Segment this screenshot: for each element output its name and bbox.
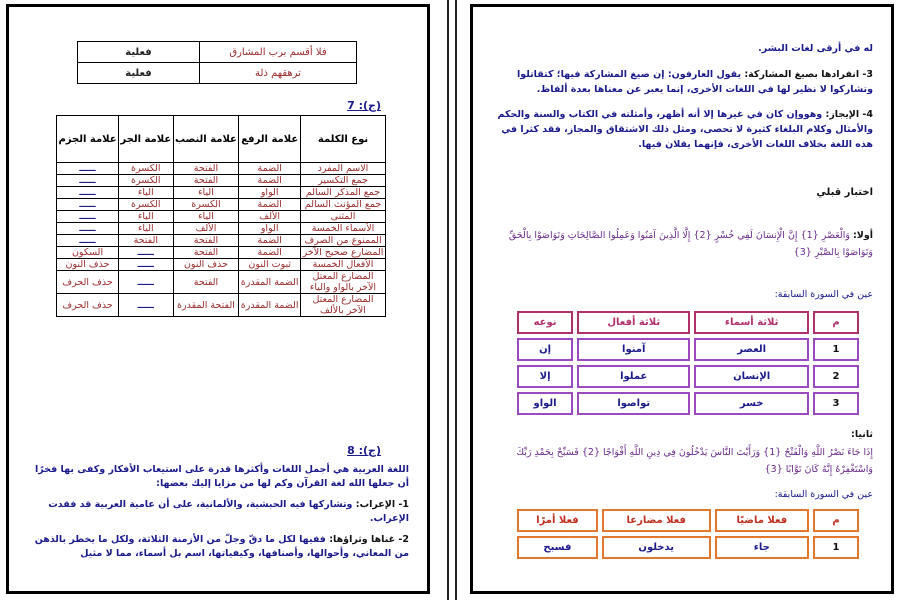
word-type-cell: جمع المؤنث السالم — [301, 199, 386, 211]
jazm-mark-cell: ـــــ — [57, 163, 119, 175]
first-verse-paragraph — [491, 227, 873, 261]
table-row — [57, 271, 386, 294]
word-type-cell: المضارع صحيح الآخر — [301, 247, 386, 259]
word-type-cell: المثنى — [301, 211, 386, 223]
table-row — [57, 175, 386, 187]
phrase-cell: ترهقهم ذلة — [200, 63, 357, 84]
point-1-text: وتشاركها فيه الحبشية، والألمانية، على أن عامية العربية قد فقدت الإعراب. — [48, 499, 409, 524]
raf-mark-cell: الضمة — [239, 163, 301, 175]
header-cell: م — [813, 509, 859, 532]
word-type-cell: الأفعال الخمسة — [301, 259, 386, 271]
jazm-mark-cell: السكون — [57, 247, 119, 259]
right-page — [470, 4, 894, 594]
row-number: 2 — [813, 365, 859, 388]
jarr-mark-cell: الكسرة — [119, 163, 174, 175]
present-verb-cell: يدخلون — [602, 536, 711, 559]
row-number: 3 — [813, 392, 859, 415]
header-cell: علامة النصب — [173, 116, 239, 163]
table-row — [57, 223, 386, 235]
case-marks-body — [57, 163, 386, 317]
table-row — [78, 42, 357, 63]
table-row — [57, 259, 386, 271]
jarr-mark-cell: الياء — [119, 187, 174, 199]
noun-cell: العصر — [694, 338, 809, 361]
nasb-mark-cell: الفتحة — [173, 247, 239, 259]
surah-asr-table — [513, 307, 863, 419]
jarr-mark-cell: الياء — [119, 223, 174, 235]
header-cell: ثلاثة أفعال — [577, 311, 690, 334]
question-7-heading: (ج): 7 — [347, 99, 381, 112]
verb-cell: عملوا — [577, 365, 690, 388]
point-2-title: 2- غناها وثراؤها: — [329, 534, 409, 545]
point-2-paragraph — [23, 533, 409, 561]
jazm-mark-cell: حذف الحرف — [57, 294, 119, 317]
table-row — [57, 235, 386, 247]
noun-cell: خسر — [694, 392, 809, 415]
second-verse: إِذَا جَاءَ نَصْرُ اللَّهِ وَالْفَتْحُ {1} وَرَأَيْتَ النَّاسَ يَدْخُلُونَ فِي دِينِ اللَّهِ أَفْوَاجًا {2} فَسَبِّحْ بِحَمْدِ رَبِّكَ وَاسْتَغْفِرْهُ إِنَّهُ كَانَ تَوَّابًا {3} — [516, 447, 873, 475]
word-type-cell: جمع المذكر السالم — [301, 187, 386, 199]
intro-paragraph: اللغة العربية هي أجمل اللغات وأكثرها قدرة على استيعاب الأفكار وكفى بها فخرًا أن جعلها الله لغة القرآن وكم لها من مزايا إليك بعضها: — [35, 464, 409, 489]
table-row — [57, 187, 386, 199]
point-3-paragraph — [491, 67, 873, 97]
table-row — [517, 338, 859, 361]
word-type-cell: جمع التكسير — [301, 175, 386, 187]
point-1-title: 1- الإعراب: — [355, 499, 409, 510]
nasb-mark-cell: الألف — [173, 223, 239, 235]
particle-cell: إن — [517, 338, 573, 361]
noun-cell: الإنسان — [694, 365, 809, 388]
jarr-mark-cell: الكسرة — [119, 175, 174, 187]
page-divider — [447, 0, 449, 600]
nasb-mark-cell: الكسرة — [173, 199, 239, 211]
table-row — [78, 63, 357, 84]
row-number: 1 — [813, 536, 859, 559]
particle-cell: إلا — [517, 365, 573, 388]
table-row — [57, 247, 386, 259]
pretest-title: اختبار قبلي — [816, 187, 873, 198]
jarr-mark-cell: ـــــ — [119, 247, 174, 259]
kind-cell: فعلية — [78, 63, 200, 84]
header-cell: علامة الرفع — [239, 116, 301, 163]
raf-mark-cell: الضمة — [239, 175, 301, 187]
jazm-mark-cell: ـــــ — [57, 211, 119, 223]
point-4-title: 4- الإيجاز: — [825, 109, 873, 120]
nasb-mark-cell: حذف النون — [173, 259, 239, 271]
point-4-text: وهووإن كان في غيرها إلا أنه أظهر، وأمثلته في الكتاب والسنة والحكم والأمثال وكلام البلغاء كثيرة لا تحصى، ومثل ذلك الاشتقاق والمجاز، فقد كثرا في هذه اللغة بخلاف اللغات الأخرى، فإنهما يقلان فيها. — [497, 109, 873, 150]
first-task: عين في السورة السابقة: — [774, 289, 873, 300]
nasb-mark-cell: الياء — [173, 187, 239, 199]
raf-mark-cell: الضمة المقدرة — [239, 294, 301, 317]
header-cell: علامة الجزم — [57, 116, 119, 163]
jarr-mark-cell: ـــــ — [119, 259, 174, 271]
raf-mark-cell: الضمة — [239, 235, 301, 247]
nasb-mark-cell: الفتحة — [173, 271, 239, 294]
table-header-row — [517, 311, 859, 334]
header-cell: نوعه — [517, 311, 573, 334]
table-header-row — [517, 509, 859, 532]
jarr-mark-cell: ـــــ — [119, 294, 174, 317]
past-verb-cell: جاء — [715, 536, 809, 559]
point-2-text: ففيها لكل ما دقّ وجلّ من الأزمنة الثلاثة، ولكل ما يخطر بالذهن من المعاني، وأحوالها، وأصنافها، وكيفياتها، اسم بل أسماء، مما لا مثيل — [34, 534, 409, 559]
nasb-mark-cell: الفتحة — [173, 175, 239, 187]
nasb-mark-cell: الفتحة — [173, 163, 239, 175]
phrase-cell: فلا أقسم برب المشارق — [200, 42, 357, 63]
jarr-mark-cell: الكسرة — [119, 199, 174, 211]
verb-cell: تواصوا — [577, 392, 690, 415]
table-row — [57, 211, 386, 223]
particle-cell: الواو — [517, 392, 573, 415]
raf-mark-cell: الواو — [239, 187, 301, 199]
jazm-mark-cell: ـــــ — [57, 235, 119, 247]
second-task: عين في السورة السابقة: — [774, 489, 873, 500]
header-cell: فعلا مضارعا — [602, 509, 711, 532]
jazm-mark-cell: ـــــ — [57, 187, 119, 199]
verbs-table — [77, 41, 357, 84]
table-row — [57, 199, 386, 211]
point-3-title: 3- انفرادها بصيغ المشاركة: — [744, 69, 873, 80]
raf-mark-cell: الواو — [239, 223, 301, 235]
surah-nasr-table — [513, 505, 863, 563]
page-divider — [455, 0, 457, 600]
nasb-mark-cell: الفتحة — [173, 235, 239, 247]
jazm-mark-cell: حذف الحرف — [57, 271, 119, 294]
jazm-mark-cell: ـــــ — [57, 199, 119, 211]
nasb-mark-cell: الفتحة المقدرة — [173, 294, 239, 317]
raf-mark-cell: الألف — [239, 211, 301, 223]
raf-mark-cell: الضمة المقدرة — [239, 271, 301, 294]
word-type-cell: الاسم المفرد — [301, 163, 386, 175]
point-3-text: يقول العارفون: إن صيغ المشاركة فيها؛ كتقاتلوا وتشاركوا لا نظير لها في اللغات الأخرى، إنما يعبر عن معناها بعدة ألفاظ. — [517, 69, 873, 95]
jarr-mark-cell: الياء — [119, 211, 174, 223]
header-cell: م — [813, 311, 859, 334]
jarr-mark-cell: الفتحة — [119, 235, 174, 247]
second-label: ثانيا: — [851, 429, 873, 440]
jazm-mark-cell: حذف النون — [57, 259, 119, 271]
continuation-line: له في أرقى لغات البشر. — [758, 43, 873, 54]
nasb-mark-cell: الياء — [173, 211, 239, 223]
point-4-paragraph — [491, 107, 873, 152]
header-cell: نوع الكلمة — [301, 116, 386, 163]
jarr-mark-cell: ـــــ — [119, 271, 174, 294]
table-row — [517, 536, 859, 559]
header-cell: علامة الجر — [119, 116, 174, 163]
header-cell: فعلا أمرًا — [517, 509, 598, 532]
kind-cell: فعلية — [78, 42, 200, 63]
jazm-mark-cell: ـــــ — [57, 223, 119, 235]
table-row — [57, 163, 386, 175]
verb-cell: آمنوا — [577, 338, 690, 361]
imperative-verb-cell: فسبح — [517, 536, 598, 559]
question-8-heading: (ج): 8 — [347, 444, 381, 457]
point-1-paragraph — [23, 498, 409, 526]
row-number: 1 — [813, 338, 859, 361]
word-type-cell: المضارع المعتل الآخر بالألف — [301, 294, 386, 317]
jazm-mark-cell: ـــــ — [57, 175, 119, 187]
raf-mark-cell: الضمة — [239, 199, 301, 211]
word-type-cell: الممنوع من الصرف — [301, 235, 386, 247]
first-label: أولا: — [852, 230, 873, 241]
table-row — [517, 392, 859, 415]
left-page — [6, 4, 430, 594]
table-row — [517, 365, 859, 388]
header-cell: ثلاثة أسماء — [694, 311, 809, 334]
word-type-cell: المضارع المعتل الآخر بالواو والياء — [301, 271, 386, 294]
raf-mark-cell: ثبوت النون — [239, 259, 301, 271]
header-cell: فعلا ماضيًا — [715, 509, 809, 532]
first-verse: وَالْعَصْرِ {1} إِنَّ الْإِنسَانَ لَفِي خُسْرٍ {2} إِلَّا الَّذِينَ آمَنُوا وَعَمِلُوا الصَّالِحَاتِ وَتَوَاصَوْا بِالْحَقِّ وَتَوَاصَوْا بِالصَّبْرِ {3} — [508, 230, 873, 258]
case-marks-table — [56, 115, 386, 317]
table-header-row — [57, 116, 386, 163]
raf-mark-cell: الضمة — [239, 247, 301, 259]
word-type-cell: الأسماء الخمسة — [301, 223, 386, 235]
table-row — [57, 294, 386, 317]
